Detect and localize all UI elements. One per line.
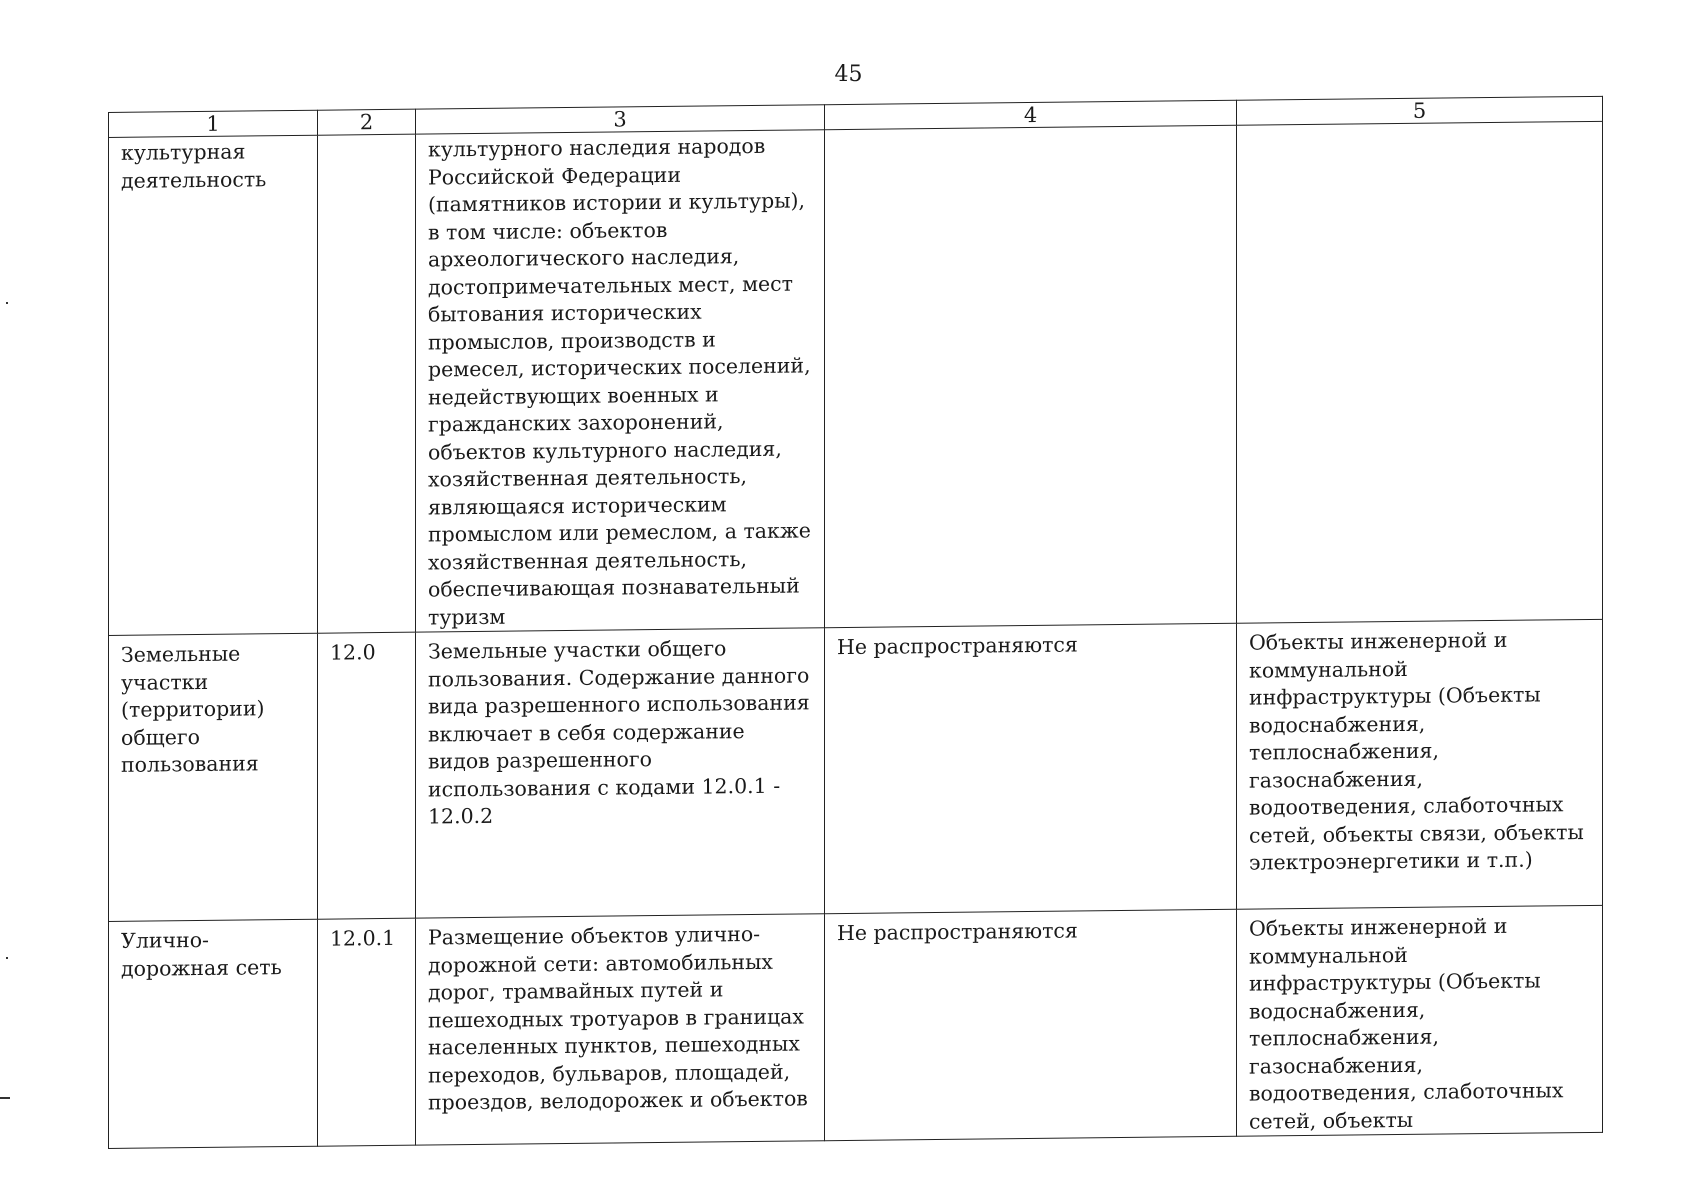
column-header-1: 1	[109, 110, 318, 137]
cell-use-name: Земельные участки (территории) общего пользования	[109, 633, 318, 921]
cell-use-code: 12.0.1	[318, 918, 416, 1146]
cell-column-5: Объекты инженерной и коммунальной инфраструктуры (Объекты водоснабжения, теплоснабжения, газоснабжения, водоотведения, слаботочных сетей, объекты связи, объекты электроэнергетики и т.п.)	[1237, 619, 1603, 909]
column-header-3: 3	[416, 105, 825, 134]
cell-column-4: Не распространяются	[825, 623, 1237, 913]
cell-use-code: 12.0	[318, 632, 416, 919]
table-row	[109, 905, 1603, 1148]
cell-column-4: Не распространяются	[825, 909, 1237, 1140]
cell-use-code	[318, 134, 416, 633]
margin-mark-top	[6, 302, 8, 304]
cell-use-description: культурного наследия народов Российской Федерации (памятников истории и культуры), в том числе: объектов археологического наследия, достопримечательных мест, мест бытования исторических промыслов, производств и ремесел, исторических поселений, недействующих военных и гражданских захоронений, объектов культурного наследия, хозяйственная деятельность, являющаяся историческим промыслом или ремеслом, а также хозяйственная деятельность, обеспечивающая познавательный туризм	[416, 130, 825, 632]
margin-mark-bottom	[0, 1097, 10, 1099]
cell-column-5: Объекты инженерной и коммунальной инфраструктуры (Объекты водоснабжения, теплоснабжения, газоснабжения, водоотведения, слаботочных сетей, объекты	[1237, 905, 1603, 1136]
margin-mark-middle	[6, 957, 8, 959]
column-header-4: 4	[825, 100, 1237, 129]
column-header-5: 5	[1237, 96, 1603, 125]
table-row	[109, 121, 1603, 635]
land-use-table	[108, 96, 1603, 1149]
column-header-2: 2	[318, 109, 416, 135]
cell-use-name: культурная деятельность	[109, 135, 318, 635]
cell-column-4	[825, 125, 1237, 627]
land-use-table-wrapper	[108, 96, 1602, 1149]
cell-use-name: Улично-дорожная сеть	[109, 919, 318, 1148]
cell-column-5	[1237, 121, 1603, 623]
page-number: 45	[834, 62, 863, 87]
table-row	[109, 619, 1603, 921]
cell-use-description: Земельные участки общего пользования. Содержание данного вида разрешенного использования включает в себя содержание видов разрешенного использования с кодами 12.0.1 - 12.0.2	[416, 628, 825, 918]
cell-use-description: Размещение объектов улично-дорожной сети: автомобильных дорог, трамвайных путей и пешеходных тротуаров в границах населенных пунктов, пешеходных переходов, бульваров, площадей, проездов, велодорожек и объектов	[416, 914, 825, 1145]
